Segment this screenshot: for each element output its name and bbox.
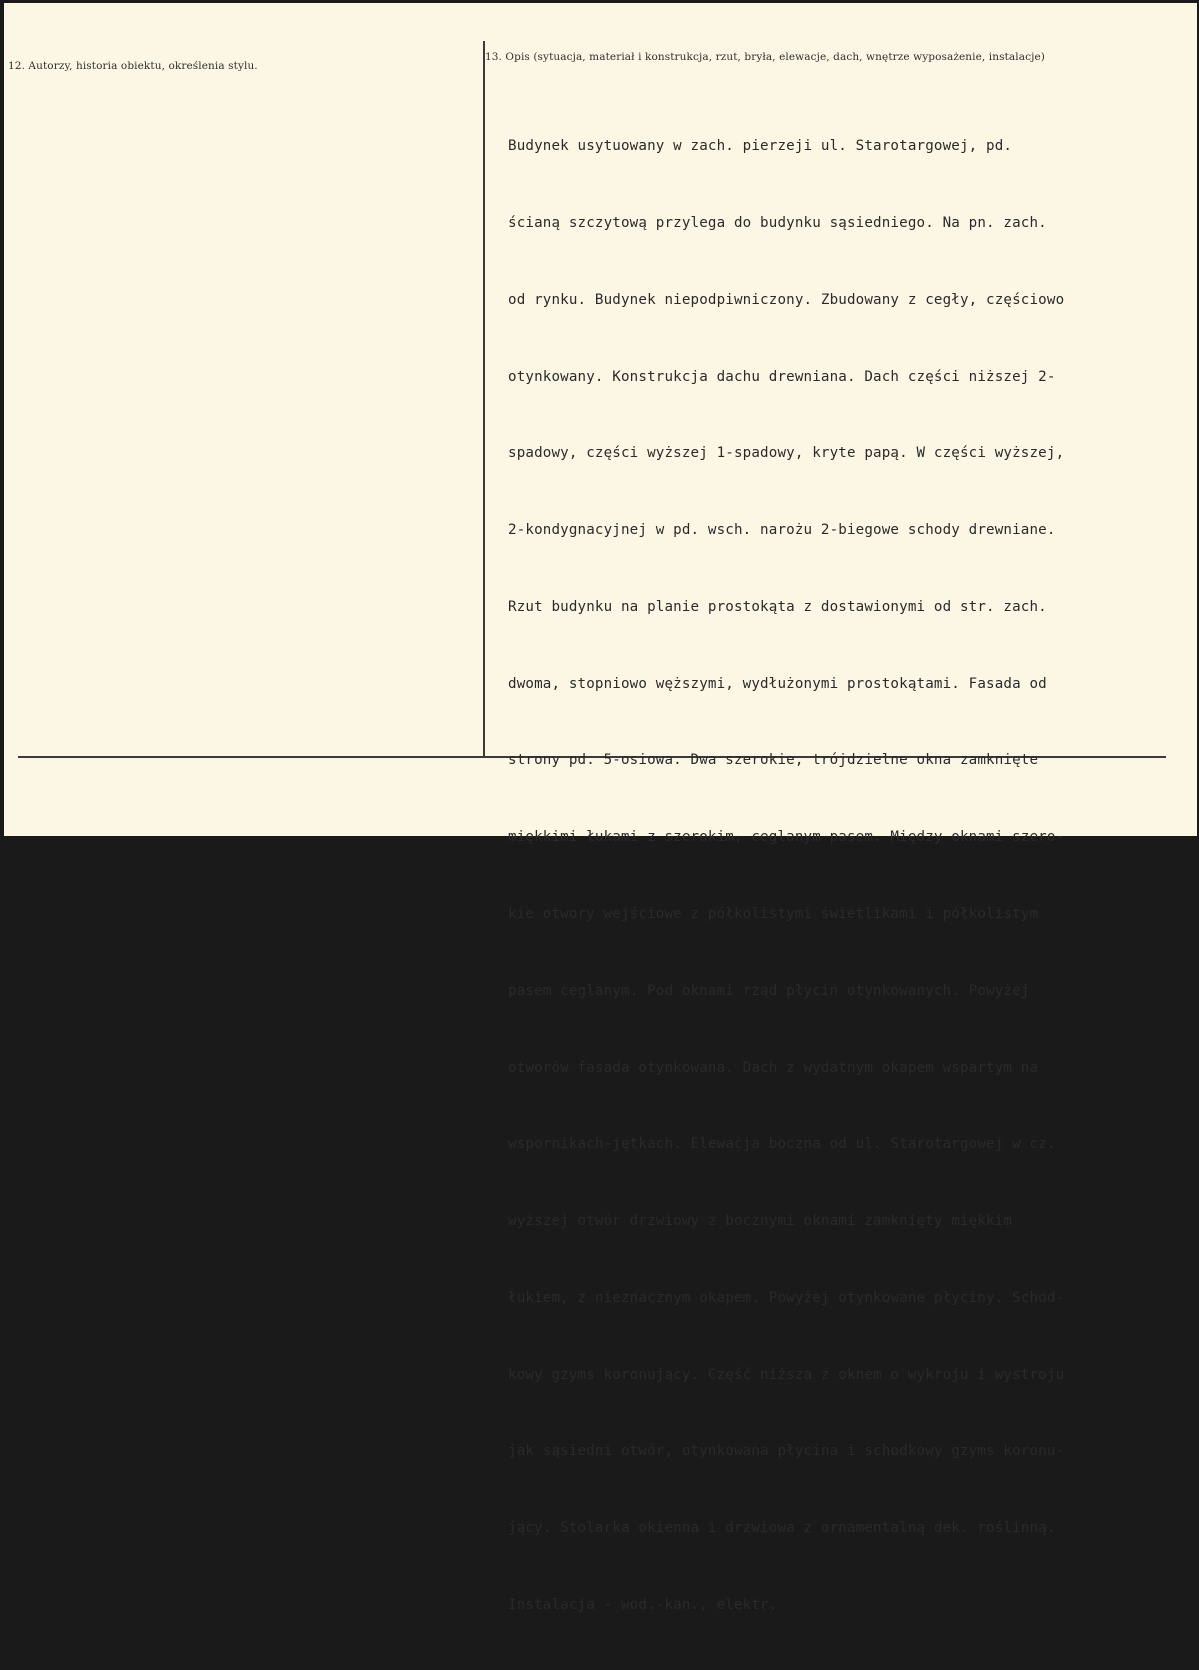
description-line: dwoma, stopniowo węższymi, wydłużonymi prostokątami. Fasada od (508, 675, 1047, 692)
description-line: kowy gzyms koronujący. Część niższa z oknem o wykroju i wystroju (508, 1366, 1065, 1383)
section-13-label: 13. Opis (sytuacja, materiał i konstrukcja, rzut, bryła, elewacje, dach, wnętrze wyposażenie, instalacje) (485, 51, 1045, 63)
description-line: jak sąsiedni otwór, otynkowana płycina i schodkowy gzyms koronu- (508, 1443, 1065, 1460)
description-line: wspornikach-jętkach. Elewacja boczna od ul. Starotargowej w cz. (508, 1136, 1056, 1153)
description-line: strony pd. 5-osiowa. Dwa szerokie, trójdzielne okna zamknięte (508, 752, 1039, 769)
description-line: Budynek usytuowany w zach. pierzeji ul. Starotargowej, pd. (508, 138, 1013, 155)
description-line: pasem ceglanym. Pod oknami rząd płycin otynkowanych. Powyżej (508, 982, 1030, 999)
description-line: kie otwory wejściowe z półkolistymi świetlikami i półkolistym (508, 906, 1039, 922)
column-divider (483, 41, 485, 756)
description-line: otynkowany. Konstrukcja dachu drewniana. Dach części niższej 2- (508, 368, 1056, 385)
description-line: od rynku. Budynek niepodpiwniczony. Zbudowany z cegły, częściowo (508, 291, 1065, 308)
catalog-card (4, 3, 1197, 1614)
section-12-label: 12. Autorzy, historia obiektu, określenia stylu. (8, 60, 258, 72)
description-line: miękkimi łukami z szerokim, ceglanym pasem. Między oknami szero- (508, 829, 1065, 846)
description-line: Instalacja - wod.-kan., elektr. (508, 1597, 778, 1614)
description-line: otworów fasada otynkowana. Dach z wydatnym okapem wspartym na (508, 1059, 1039, 1076)
description-line: 2-kondygnacyjnej w pd. wsch. narożu 2-biegowe schody drewniane. (508, 522, 1056, 539)
description-line: łukiem, z nieznacznym okapem. Powyżej otynkowane płyciny. Schod- (508, 1289, 1065, 1306)
description-line: jący. Stolarka okienna i drzwiowa z ornamentalną dek. roślinną. (508, 1520, 1056, 1537)
description-line: Rzut budynku na planie prostokąta z dostawionymi od str. zach. (508, 598, 1047, 615)
description-line: ścianą szczytową przylega do budynku sąsiedniego. Na pn. zach. (508, 214, 1047, 231)
description-line: wyższej otwór drzwiowy z bocznymi oknami zamknięty miękkim (508, 1213, 1013, 1230)
description-line: spadowy, części wyższej 1-spadowy, kryte papą. W części wyższej, (508, 445, 1065, 462)
description-text (508, 83, 1188, 1670)
